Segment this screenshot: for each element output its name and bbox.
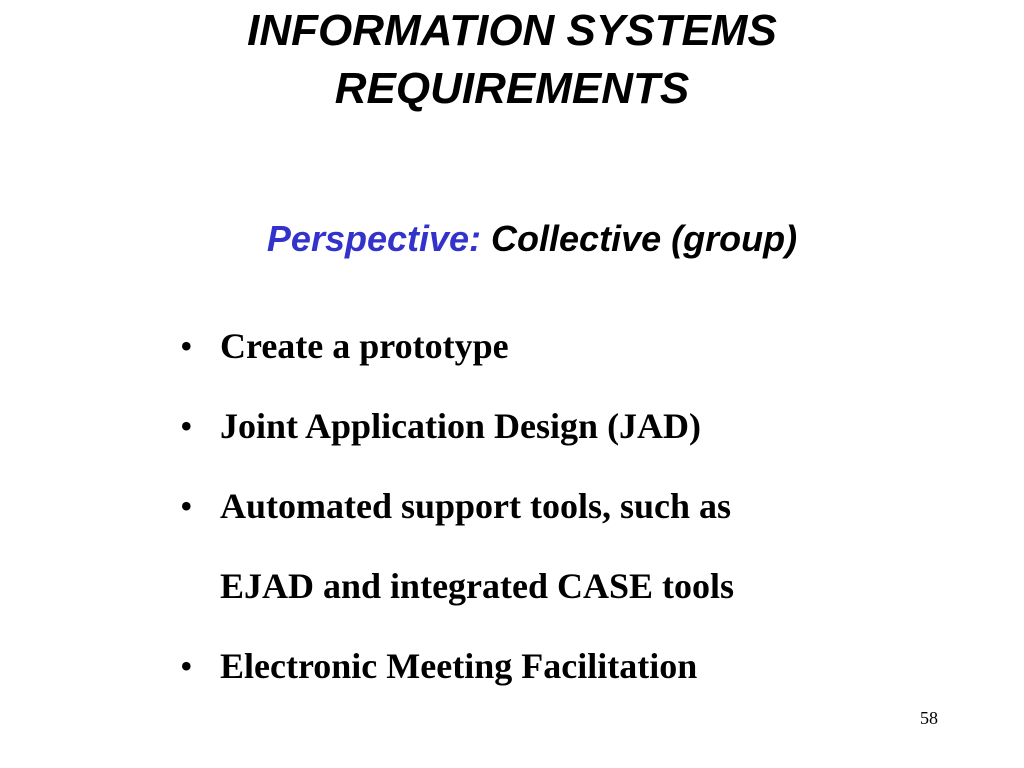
bullet-item xyxy=(178,386,734,466)
slide-title xyxy=(0,2,1024,118)
perspective-value: Collective (group) xyxy=(491,218,798,259)
bullet-text: Create a prototype xyxy=(220,326,509,366)
bullet-icon: • xyxy=(180,486,193,526)
bullet-icon: • xyxy=(180,646,193,686)
perspective-label: Perspective: xyxy=(266,218,482,259)
bullet-icon: • xyxy=(180,326,193,366)
slide-title-line-2: REQUIREMENTS xyxy=(334,64,690,113)
bullet-text: Electronic Meeting Facilitation xyxy=(220,646,698,686)
bullet-item xyxy=(178,306,734,386)
bullet-icon: • xyxy=(180,406,193,446)
bullet-list xyxy=(178,306,734,706)
page-number: 58 xyxy=(920,708,938,728)
bullet-text-line-2: EJAD and integrated CASE tools xyxy=(220,566,735,606)
slide-title-line-1: INFORMATION SYSTEMS xyxy=(247,6,777,55)
perspective-subtitle xyxy=(0,214,1024,264)
bullet-item xyxy=(178,466,734,626)
bullet-text: Joint Application Design (JAD) xyxy=(220,406,702,446)
bullet-text-line-1: Automated support tools, such as xyxy=(220,486,732,526)
bullet-item xyxy=(178,626,734,706)
